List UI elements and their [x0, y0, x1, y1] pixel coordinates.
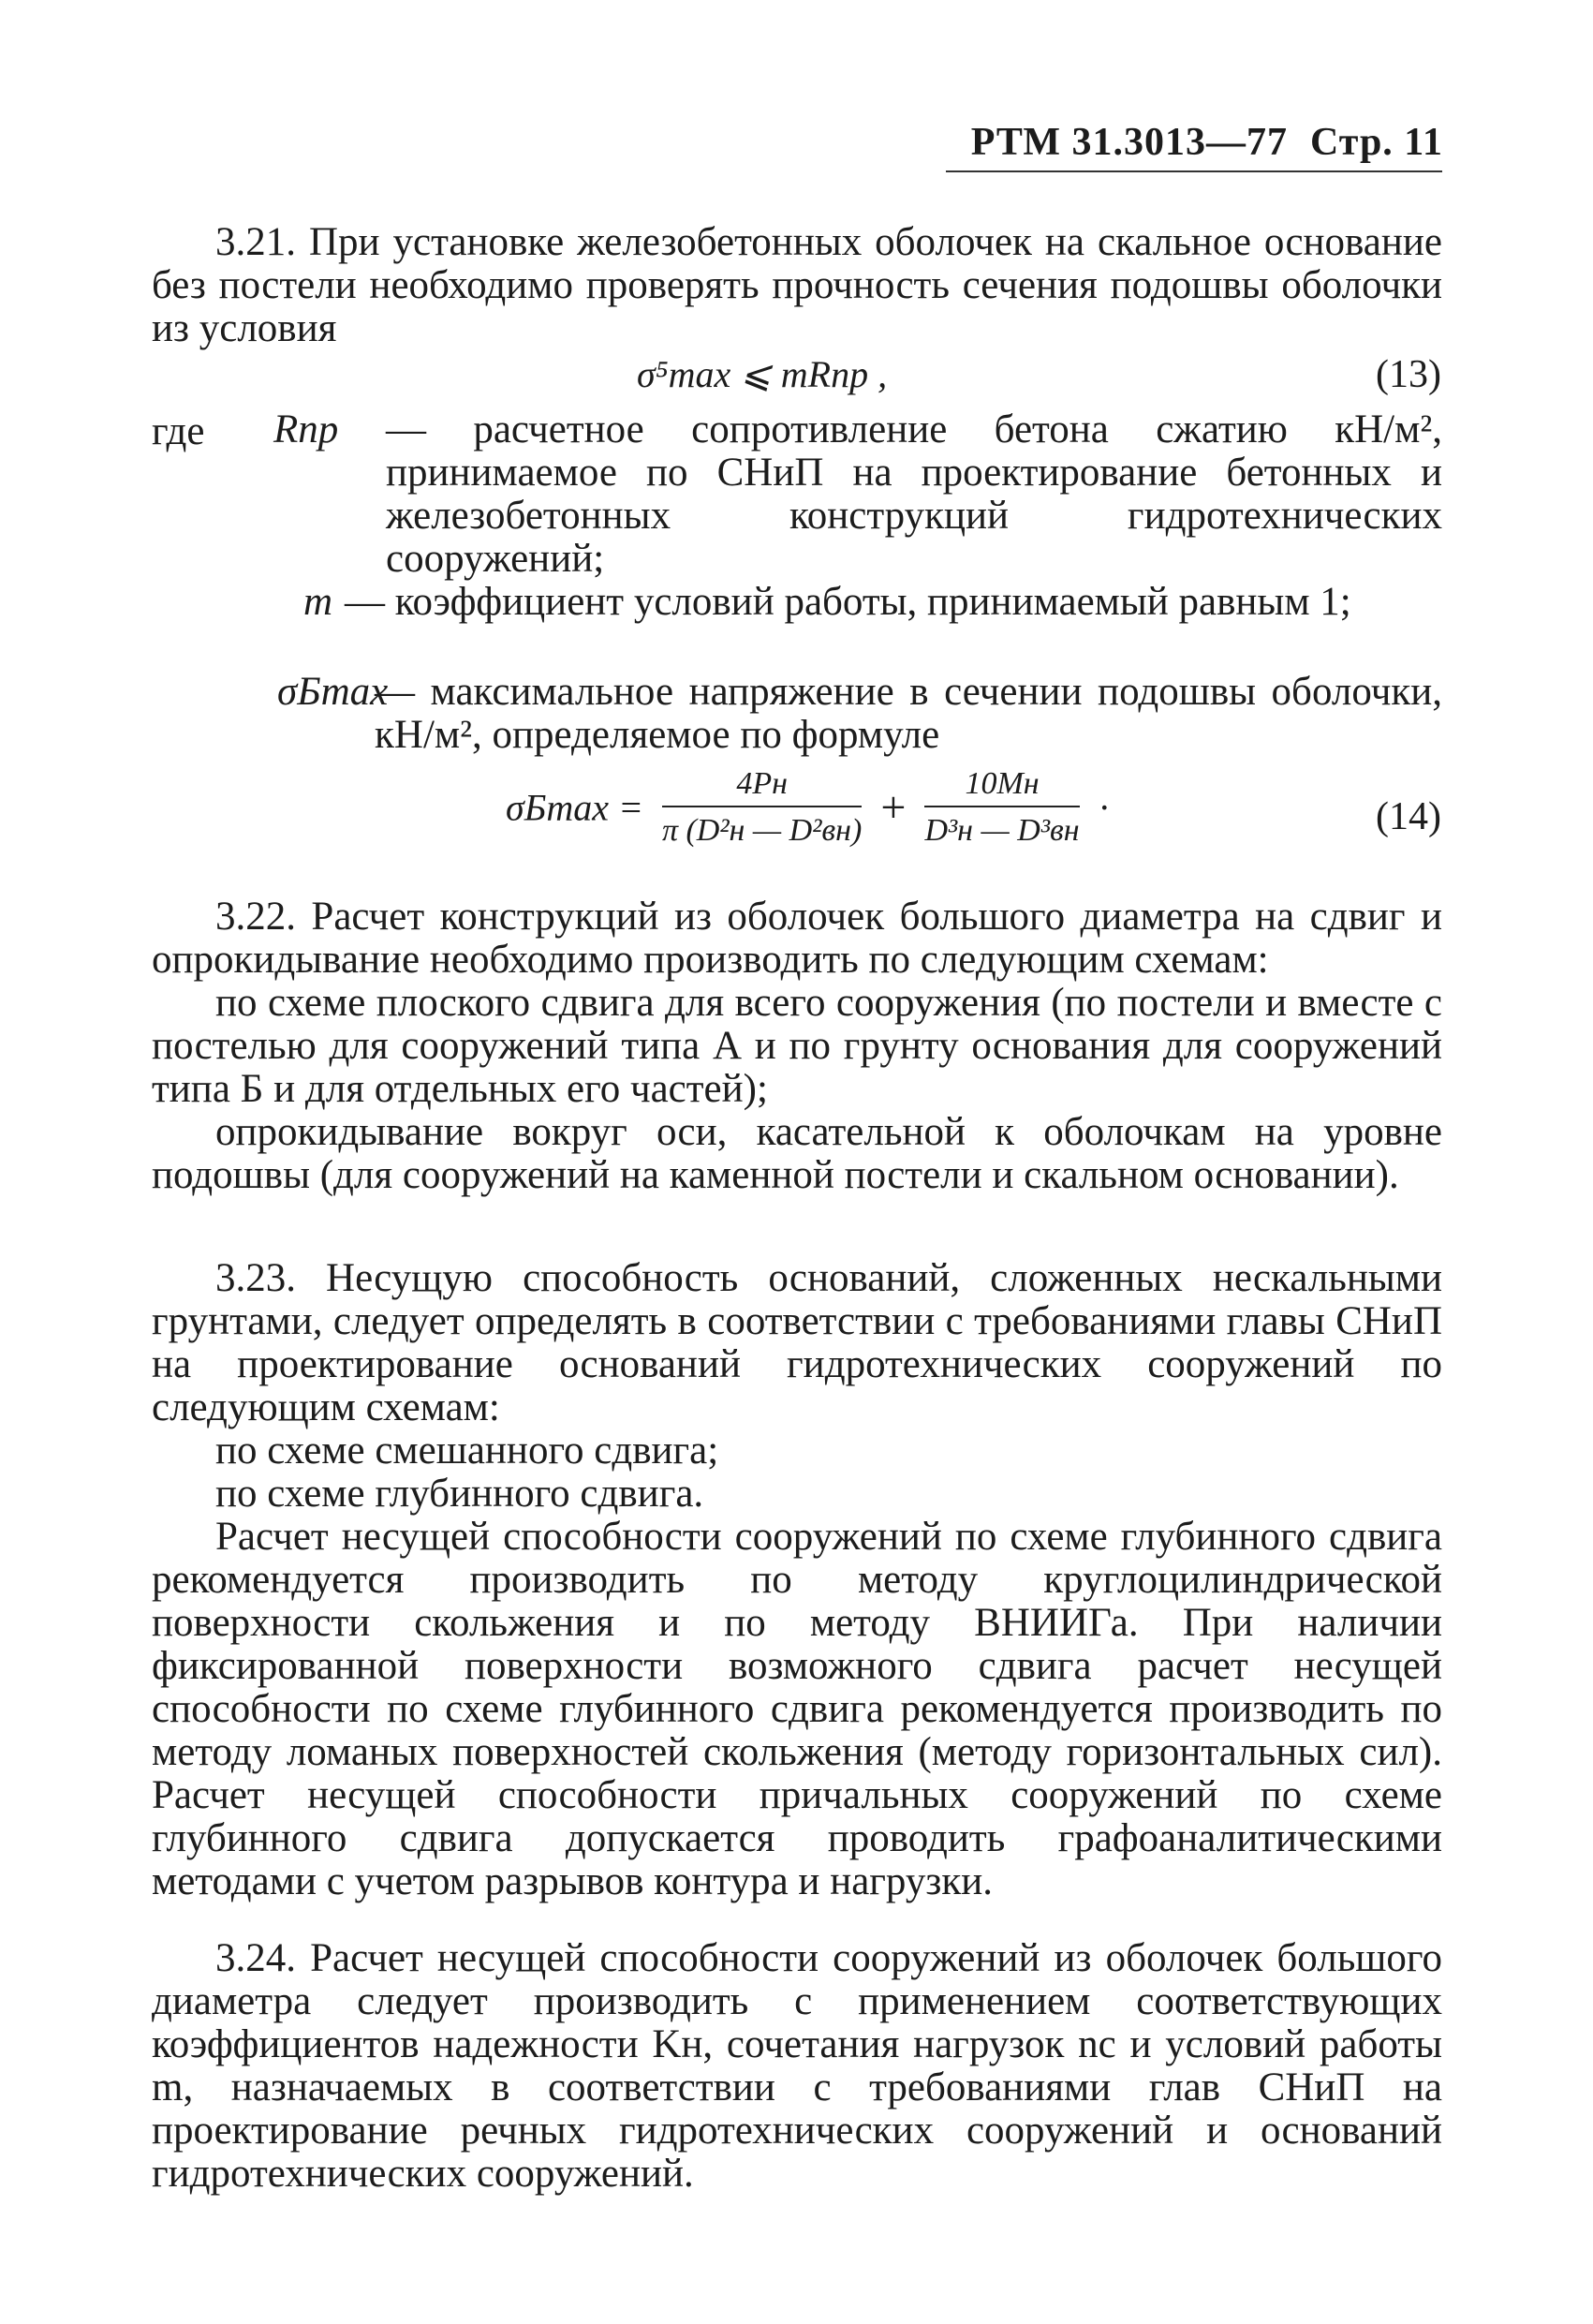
formula-14-fraction-1: [662, 766, 862, 849]
document-code: РТМ 31.3013—77: [970, 121, 1289, 164]
paragraph-3-22-item-2: опрокидывание вокруг оси, касательной к оболочкам на уровне подошвы (для сооружений на каменной постели и скальном основании).: [152, 1110, 1442, 1197]
definition-m-text: — коэффициент условий работы, принимаемый равным 1;: [345, 580, 1351, 624]
formula-13: σ⁵max ⩽ mRпр ,: [637, 353, 888, 395]
formula-14-numerator-2: 10Mн: [924, 766, 1079, 807]
formula-14-denominator-2: D³н — D³вн: [924, 813, 1080, 848]
formula-14-end: ·: [1098, 786, 1111, 829]
paragraph-3-21-text: 3.21. При установке железобетонных оболочек на скальное основание без постели необходимо проверять прочность сечения подошвы оболочки из условия: [152, 220, 1442, 350]
symbol-r-pr: Rпр: [273, 407, 339, 451]
paragraph-3-21: [152, 221, 1442, 350]
definition-sigma-max-text: — максимальное напряжение в сечении подошвы оболочки, кН/м², определяемое по формуле: [375, 670, 1442, 757]
paragraph-3-22-item-1: по схеме плоского сдвига для всего сооружения (по постели и вместе с постелью для сооружений типа А и по грунту основания для сооружений типа Б и для отдельных его частей);: [152, 981, 1442, 1111]
paragraph-3-23: [152, 1257, 1442, 1903]
definition-r-pr-text: — расчетное сопротивление бетона сжатию кН/м², принимаемое по СНиП на проектирование бетонных и железобетонных конструкций гидротехнических сооружений;: [386, 407, 1442, 581]
header-rule: [946, 170, 1442, 172]
symbol-sigma-max: σБmax: [277, 670, 389, 714]
paragraph-3-24-text: 3.24. Расчет несущей способности сооружений из оболочек большого диаметра следует производить с применением соответствующих коэффициентов надежности Kн, сочетания нагрузок nс и условий работы m, назначаемых в соответствии с требованиями глав СНиП на проектирование речных гидротехнических сооружений и оснований гидротехнических сооружений.: [152, 1936, 1442, 2196]
formula-14-numerator-1: 4Pн: [662, 766, 862, 807]
paragraph-3-23-item-1: по схеме смешанного сдвига;: [215, 1428, 719, 1473]
formula-14-fraction-2: [924, 766, 1079, 849]
paragraph-3-24: [152, 1937, 1442, 2196]
formula-13-number: (13): [1376, 353, 1441, 396]
formula-14-plus: +: [880, 782, 907, 833]
paragraph-3-23-item-2: по схеме глубинного сдвига.: [215, 1472, 704, 1516]
page-number: Стр. 11: [1310, 121, 1443, 164]
formula-14: [506, 766, 1111, 849]
paragraph-3-23-text: 3.23. Несущую способность оснований, сложенных нескальными грунтами, следует определять в соответствии с требованиями главы СНиП на проектирование оснований гидротехнических сооружений по следующим схемам:: [152, 1256, 1442, 1429]
paragraph-3-22: [152, 896, 1442, 1197]
symbol-m: m: [303, 580, 333, 624]
page-header: [971, 120, 1443, 165]
formula-14-denominator-1: π (D²н — D²вн): [661, 813, 863, 848]
paragraph-3-22-text: 3.22. Расчет конструкций из оболочек большого диаметра на сдвиг и опрокидывание необходимо производить по следующим схемам:: [152, 895, 1442, 982]
formula-14-number: (14): [1376, 795, 1441, 838]
paragraph-3-23-text-2: Расчет несущей способности сооружений по схеме глубинного сдвига рекомендуется производить по методу круглоцилиндрической поверхности скольжения и по методу ВНИИГа. При наличии фиксированной поверхности возможного сдвига расчет несущей способности по схеме глубинного сдвига рекомендуется производить по методу ломаных поверхностей скольжения (методу горизонтальных сил). Расчет несущей способности причальных сооружений по схеме глубинного сдвига допускается проводить графоаналитическими методами с учетом разрывов контура и нагрузки.: [152, 1515, 1442, 1903]
formula-14-lhs: σБmax =: [506, 786, 643, 829]
where-label: где: [152, 409, 205, 453]
